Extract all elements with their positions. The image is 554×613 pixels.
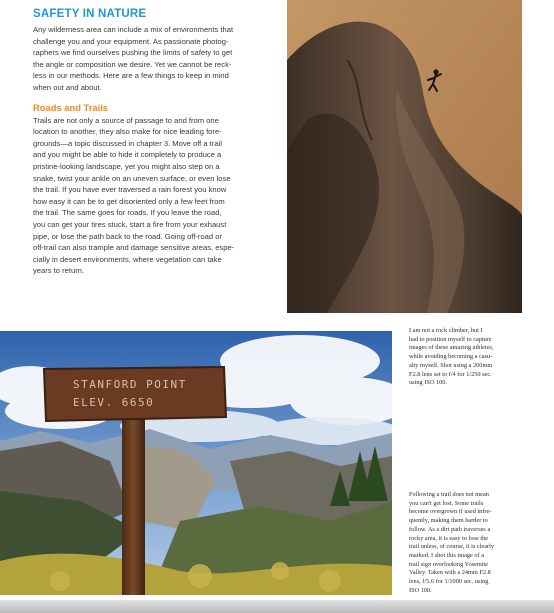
roads-paragraph <box>33 115 271 277</box>
body-line: the trail. If you have ever traversed a rain forest you know <box>33 185 227 195</box>
climber-photo-caption <box>409 327 521 388</box>
caption-line: had to position myself to capture <box>409 335 492 343</box>
rock-climber-photo <box>287 0 522 313</box>
caption-line: F2.8 lens set to f/4 for 1/250 sec. <box>409 370 492 378</box>
caption-line: you can't get lost. Some trails <box>409 499 484 507</box>
body-line: you can get your tires stuck, start a fire from your exhaust <box>33 219 227 229</box>
caption-line: become overgrown if used infre- <box>409 508 492 516</box>
page-bottom-bar <box>0 600 554 613</box>
body-line: years to return. <box>33 266 85 276</box>
intro-paragraph <box>33 24 271 94</box>
caption-line: I am not a rock climber, but I <box>409 327 483 334</box>
caption-line: trail sign overlooking Yosemite <box>409 560 489 568</box>
intro-line: when out and about. <box>33 82 102 92</box>
body-line: off-trail can also trample and damage sensitive areas, espe- <box>33 243 235 253</box>
caption-line: follow. As a dirt path traverses a <box>409 525 491 533</box>
caption-line: alty myself. Shot using a 200mm <box>409 361 493 369</box>
caption-line: quently, making them harder to <box>409 517 488 525</box>
body-line: and you might be able to hide it completely to produce a <box>33 150 222 160</box>
sign-post <box>122 417 145 595</box>
intro-line: the angle or composition we desire. Yet we cannot be reck- <box>33 59 232 69</box>
subsection-heading: Roads and Trails <box>33 101 109 113</box>
section-heading: SAFETY IN NATURE <box>33 8 147 20</box>
caption-line: Valley. Taken with a 24mm F2.8 <box>409 569 491 577</box>
intro-line: less in our methods. Here are a few things to keep in mind <box>33 71 229 81</box>
sign-name-text: STANFORD POINT <box>73 378 187 391</box>
trail-sign-photo <box>0 331 392 595</box>
body-line: pristine-looking landscape, yet you might also step on a <box>33 161 220 171</box>
caption-line: lens, f/5.6 for 1/1000 sec. using <box>409 578 489 586</box>
caption-line: Following a trail does not mean <box>409 491 489 498</box>
body-line: Trails are not only a source of passage to and from one <box>33 115 219 125</box>
intro-line: Any wilderness area can include a mix of environments that <box>33 25 234 34</box>
caption-line: ISO 100. <box>409 586 432 594</box>
body-line: pipe, or lose the path back to the road. Going off-road or <box>33 231 222 241</box>
caption-line: rocky area, it is easy to lose the <box>409 534 489 542</box>
caption-line: marked. I shot this image of a <box>409 551 485 559</box>
trail-photo-caption <box>409 491 521 595</box>
trail-sign-board <box>44 367 226 421</box>
body-line: cially in desert environments, where vegetation can take <box>33 254 222 264</box>
caption-line: images of these amazing athletes, <box>409 344 494 352</box>
intro-line: raphers we find ourselves pushing the limits of safety to get <box>33 48 233 58</box>
article-text-column <box>33 8 271 277</box>
intro-line: challenge you and your equipment. As passionate photog- <box>33 36 229 46</box>
body-line: location to another, they also make for nice leading fore- <box>33 127 222 137</box>
body-line: how easy it can be to get disoriented only a few feet from <box>33 196 225 206</box>
body-line: snake, twist your ankle on an uneven surface, or even lose <box>33 173 231 183</box>
caption-line: while avoiding becoming a casu- <box>409 353 493 361</box>
body-line: grounds—a topic discussed in chapter 3. Move off a trail <box>33 138 222 148</box>
body-line: the trail. The same goes for roads. If you leave the road, <box>33 208 222 218</box>
sign-elevation-text: ELEV. 6650 <box>73 396 155 409</box>
caption-line: trail unless, of course, it is clearly <box>409 543 494 551</box>
caption-line: using ISO 100. <box>409 379 447 387</box>
